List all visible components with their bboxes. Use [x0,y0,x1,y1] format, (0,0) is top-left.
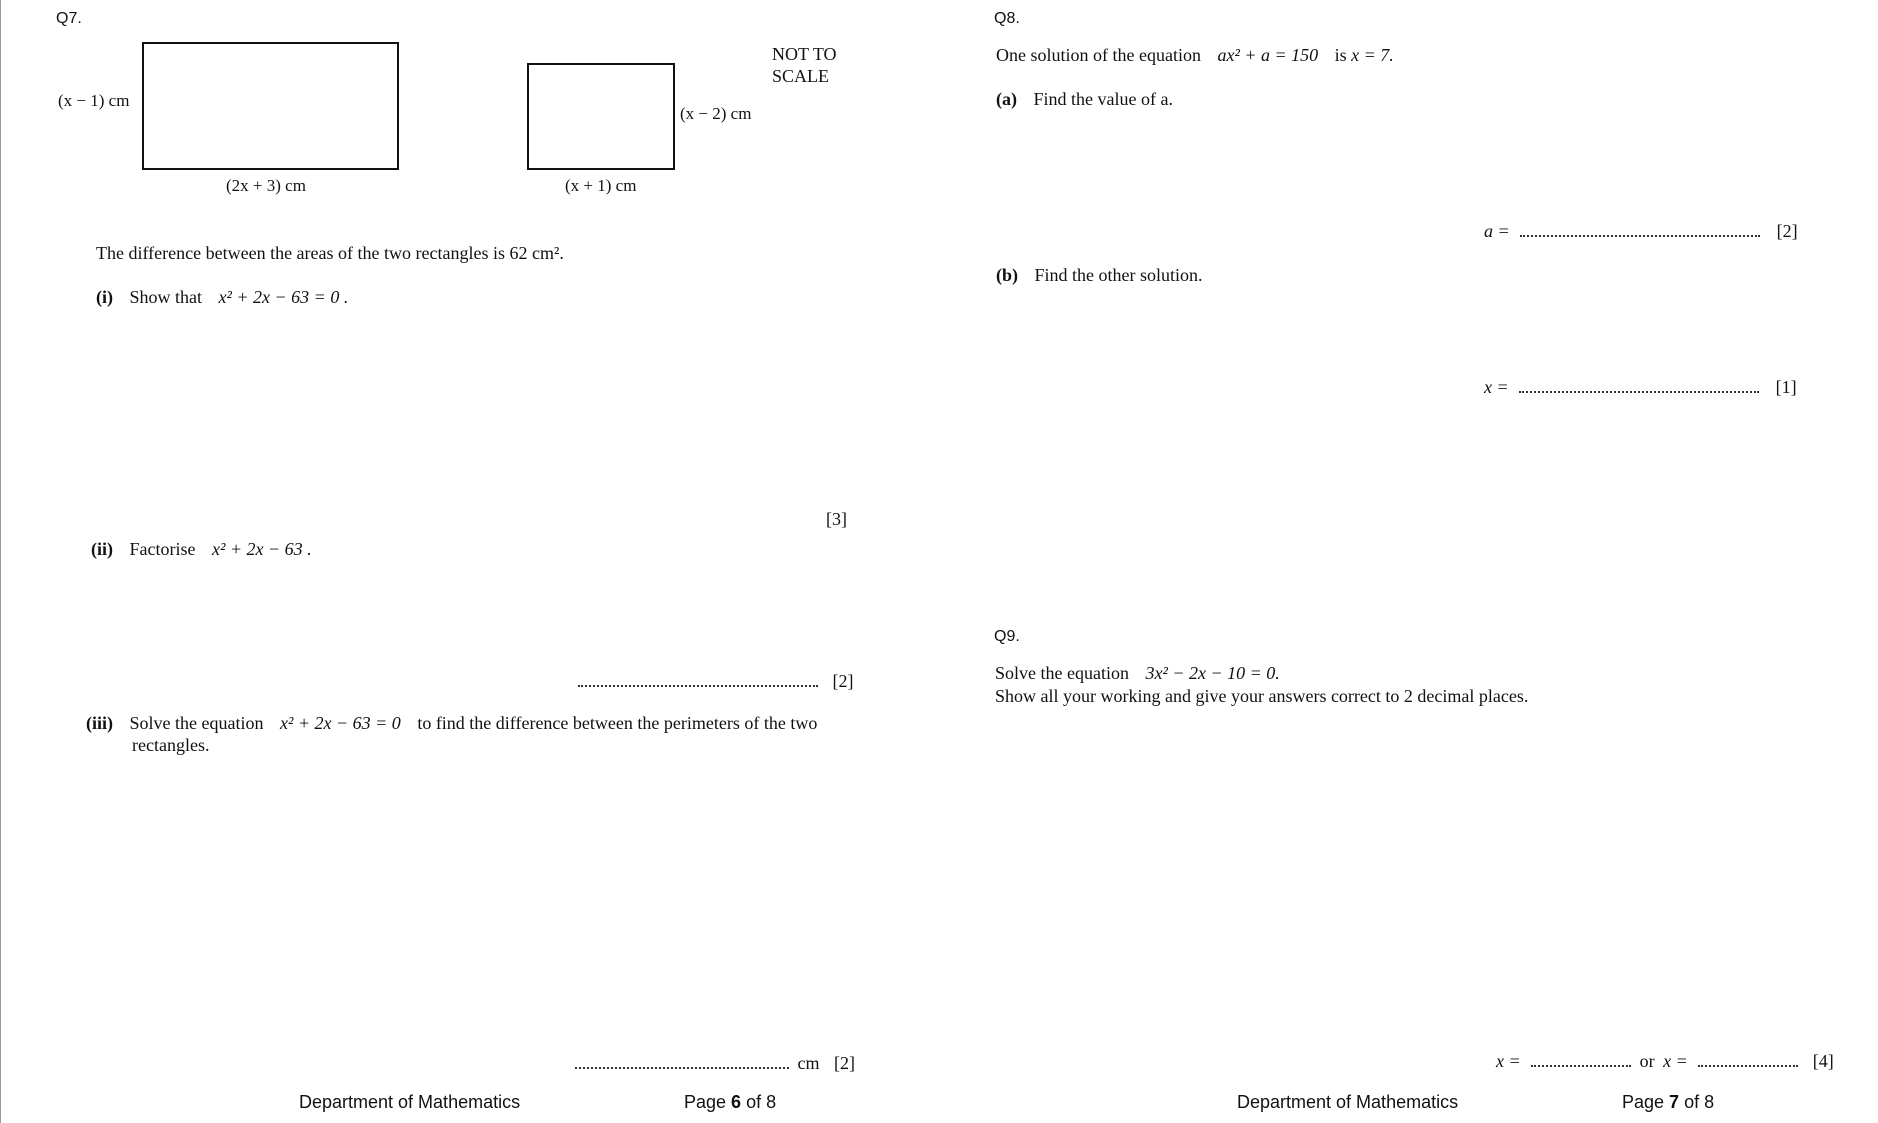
q9-line2: Show all your working and give your answers correct to 2 decimal places. [995,686,1529,706]
q9-line1 [995,662,1280,684]
part-iii-unit: cm [797,1053,820,1073]
q9-line1-text: Solve the equation [995,663,1129,683]
part-iii-answer-line[interactable] [575,1052,855,1074]
part-iii-math: x² + 2x − 63 = 0 [279,713,401,733]
rect2-height-label: (x − 2) cm [680,104,752,123]
rect2-width-label: (x + 1) cm [565,176,637,195]
q9-answer-line[interactable] [1496,1050,1834,1072]
part-b-label: (b) [996,265,1018,285]
part-a-text: Find the value of a. [1033,89,1173,109]
footer-department: Department of Mathematics [1237,1092,1459,1112]
page-num: 6 [731,1092,742,1112]
q8-intro-c: x = 7. [1351,45,1394,65]
q9-marks: [4] [1812,1051,1834,1071]
q9-answer-label2: x = [1663,1051,1688,1071]
part-iii-text-a: Solve the equation [129,713,264,733]
answer-dotted-line[interactable] [1519,377,1759,393]
rect1-height-label: (x − 1) cm [58,91,130,110]
part-a-answer-line[interactable] [1484,220,1798,242]
page-num: 7 [1669,1092,1680,1112]
rectangle-large [142,42,399,170]
footer-page-number [1622,1092,1714,1113]
page-suffix: of 8 [1679,1092,1715,1112]
q7-part-i [96,286,348,308]
part-b-answer-label: x = [1484,377,1509,397]
part-iii-text-c: rectangles. [132,735,210,755]
part-i-text: Show that [129,287,203,307]
part-ii-answer-line[interactable] [578,670,854,692]
page-suffix: of 8 [741,1092,777,1112]
part-iii-marks: [2] [834,1053,855,1073]
answer-dotted-line[interactable] [1520,221,1760,237]
not-to-scale-note [772,43,837,87]
not-to-scale-line2: SCALE [772,66,830,86]
part-i-math: x² + 2x − 63 = 0 . [218,287,349,307]
part-i-marks: [3] [826,509,847,529]
rectangle-small [527,63,675,170]
part-b-text: Find the other solution. [1034,265,1203,285]
q8-intro [996,44,1394,66]
part-ii-marks: [2] [832,671,854,691]
part-b-marks: [1] [1775,377,1797,397]
answer-dotted-line[interactable] [1698,1051,1798,1067]
part-a-label: (a) [996,89,1017,109]
q9-line1-math: 3x² − 2x − 10 = 0. [1145,663,1280,683]
q9-answer-label1: x = [1496,1051,1521,1071]
answer-dotted-line[interactable] [575,1053,789,1069]
part-i-label: (i) [96,287,113,307]
q8-intro-math: ax² + a = 150 [1217,45,1319,65]
q8-part-b [996,264,1203,286]
footer-page-number [684,1092,776,1113]
part-ii-text: Factorise [129,539,196,559]
part-ii-label: (ii) [91,539,113,559]
footer-department: Department of Mathematics [299,1092,521,1112]
q8-intro-a: One solution of the equation [996,45,1201,65]
q7-label: Q7. [56,10,82,27]
q7-part-ii [91,538,312,560]
page-prefix: Page [684,1092,732,1112]
page-prefix: Page [1622,1092,1670,1112]
not-to-scale-line1: NOT TO [772,44,837,64]
part-b-answer-line[interactable] [1484,376,1797,398]
page-edge-line [0,0,1,1123]
answer-dotted-line[interactable] [578,671,818,687]
part-a-answer-label: a = [1484,221,1510,241]
answer-dotted-line[interactable] [1531,1051,1631,1067]
part-iii-text-b: to find the difference between the perimeters of the two [417,713,818,733]
part-ii-math: x² + 2x − 63 . [211,539,312,559]
q9-answer-or: or [1639,1051,1655,1071]
rect1-width-label: (2x + 3) cm [226,176,306,195]
q8-part-a [996,88,1173,110]
q8-intro-b: is [1334,45,1347,65]
q7-intro: The difference between the areas of the two rectangles is 62 cm². [96,243,564,263]
part-iii-label: (iii) [86,713,113,733]
q9-label: Q9. [994,628,1020,645]
part-a-marks: [2] [1776,221,1798,241]
q7-part-iii [86,712,866,756]
q8-label: Q8. [994,10,1020,27]
